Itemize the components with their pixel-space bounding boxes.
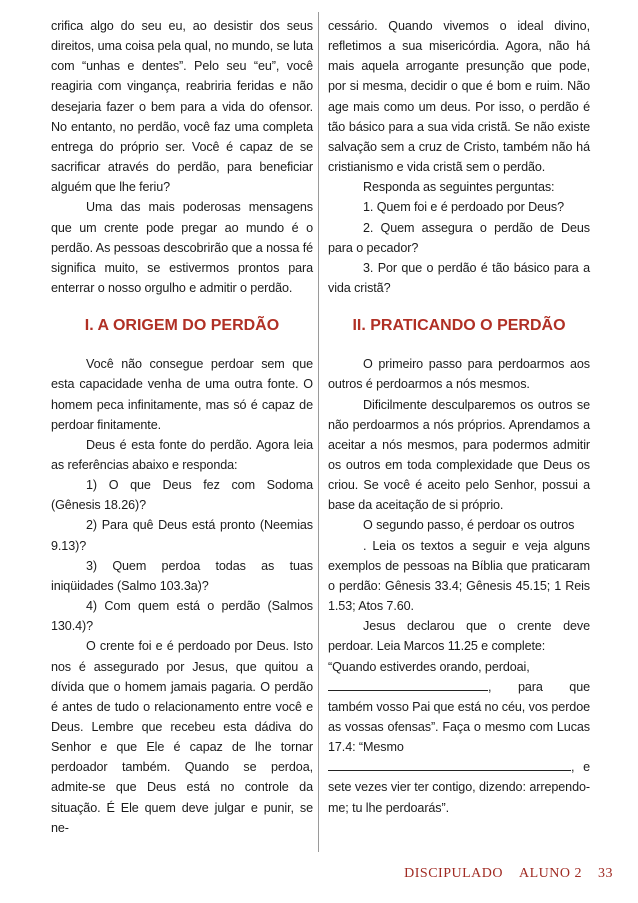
left-column — [51, 16, 313, 838]
fill-text: , para que também vosso Pai que está no céu, vos perdoe as vossas ofensas”. Faça o mesmo com Lucas 17.4: “Mesmo — [328, 679, 590, 755]
page-number: 33 — [598, 866, 613, 881]
page-footer — [404, 866, 613, 882]
question-item: 3) Quem perdoa todas as tuas iniqüidades (Salmo 103.3a)? — [51, 558, 313, 593]
paragraph: cessário. Quando vivemos o ideal divino, refletimos a sua misericórdia. Agora, não há mais aquela arrogante presunção que pode, por si mesma, decidir o que é bom e ruim. Não age mais como um deus. Por isso, o perdão é tão básico para a sua vida cristã. Se não existe salvação sem a cruz de Cristo, também não há cristianismo e vida cristã sem o perdão. — [328, 19, 590, 175]
question-item: 1. Quem foi e é perdoado por Deus? — [363, 200, 565, 215]
paragraph: Responda as seguintes perguntas: — [363, 180, 555, 195]
answer-blank — [328, 677, 488, 691]
column-divider — [318, 12, 319, 852]
paragraph: Dificilmente desculparemos os outros se não perdoarmos a nós próprios. Aprendamos a aceitar a nós mesmos, para podermos admitir os outros em toda complexidade que Deus os criou. Se você é aceito pelo Senhor, possui a base da aceitação de si próprio. — [328, 397, 590, 513]
question-item: 1) O que Deus fez com Sodoma (Gênesis 18.26)? — [51, 478, 313, 513]
right-column — [328, 16, 590, 818]
section-heading: I. A ORIGEM DO PERDÃO — [84, 317, 280, 335]
question-item: 2. Quem assegura o perdão de Deus para o pecador? — [328, 220, 590, 255]
question-item: 3. Por que o perdão é tão básico para a vida cristã? — [328, 260, 590, 296]
paragraph: Uma das mais poderosas mensagens que um crente pode pregar ao mundo é o perdão. As pessoas descobrirão que a nossa fé significa muito, se estivermos prontos para enterrar o nosso orgulho e admitir o perdão. — [51, 200, 313, 296]
fill-in-paragraph — [328, 657, 590, 818]
question-item: 2) Para quê Deus está pronto (Neemias 9.13)? — [51, 518, 313, 553]
section-heading: II. PRATICANDO O PERDÃO — [352, 317, 566, 335]
paragraph: crifica algo do seu eu, ao desistir dos seus direitos, uma coisa pela qual, no mundo, se luta com “unhas e dentes”. Pelo seu “eu”, você reagiria com vingança, reabriria feridas e não desejaria fazer o bem para a vida do ofensor. No entanto, no perdão, você faz uma completa entrega do próprio ser. Você é capaz de se sacrificar através do perdão, para beneficiar alguém que lhe feriu? — [51, 19, 313, 195]
paragraph: O segundo passo, é perdoar os outros — [363, 518, 575, 533]
fill-text: , e sete vezes vier ter contigo, dizendo: arrependo-me; tu lhe perdoarás”. — [328, 760, 590, 815]
paragraph: . Leia os textos a seguir e veja alguns exemplos de pessoas na Bíblia que praticaram o perdão: Gênesis 33.4; Gênesis 45.15; 1 Reis 1.53; Atos 7.60. — [328, 538, 590, 614]
paragraph: O crente foi e é perdoado por Deus. Isto nos é assegurado por Jesus, que quitou a dívida que o homem jamais pagaria. O perdão é antes de tudo o relacionamento entre você e Deus. Lembre que recebeu esta dádiva do Senhor e que Ele é capaz de lhe tornar perdoador também. Quando se perdoa, admite-se que Deus está no controle da situação. É Ele quem deve julgar e punir, se ne- — [51, 639, 313, 835]
footer-title: DISCIPULADO — [404, 866, 503, 881]
footer-subtitle: ALUNO 2 — [519, 866, 582, 881]
paragraph: Jesus declarou que o crente deve perdoar. Leia Marcos 11.25 e complete: — [328, 619, 590, 654]
answer-blank — [328, 757, 571, 771]
question-item: 4) Com quem está o perdão (Salmos 130.4)? — [51, 599, 313, 634]
paragraph: O primeiro passo para perdoarmos aos outros é perdoarmos a nós mesmos. — [328, 357, 590, 392]
paragraph: Deus é esta fonte do perdão. Agora leia as referências abaixo e responda: — [51, 437, 313, 472]
paragraph: Você não consegue perdoar sem que esta capacidade venha de uma outra fonte. O homem peca infinitamente, mas só é capaz de perdoar finitamente. — [51, 357, 313, 432]
fill-text: “Quando estiverdes orando, perdoai, — [328, 659, 530, 674]
